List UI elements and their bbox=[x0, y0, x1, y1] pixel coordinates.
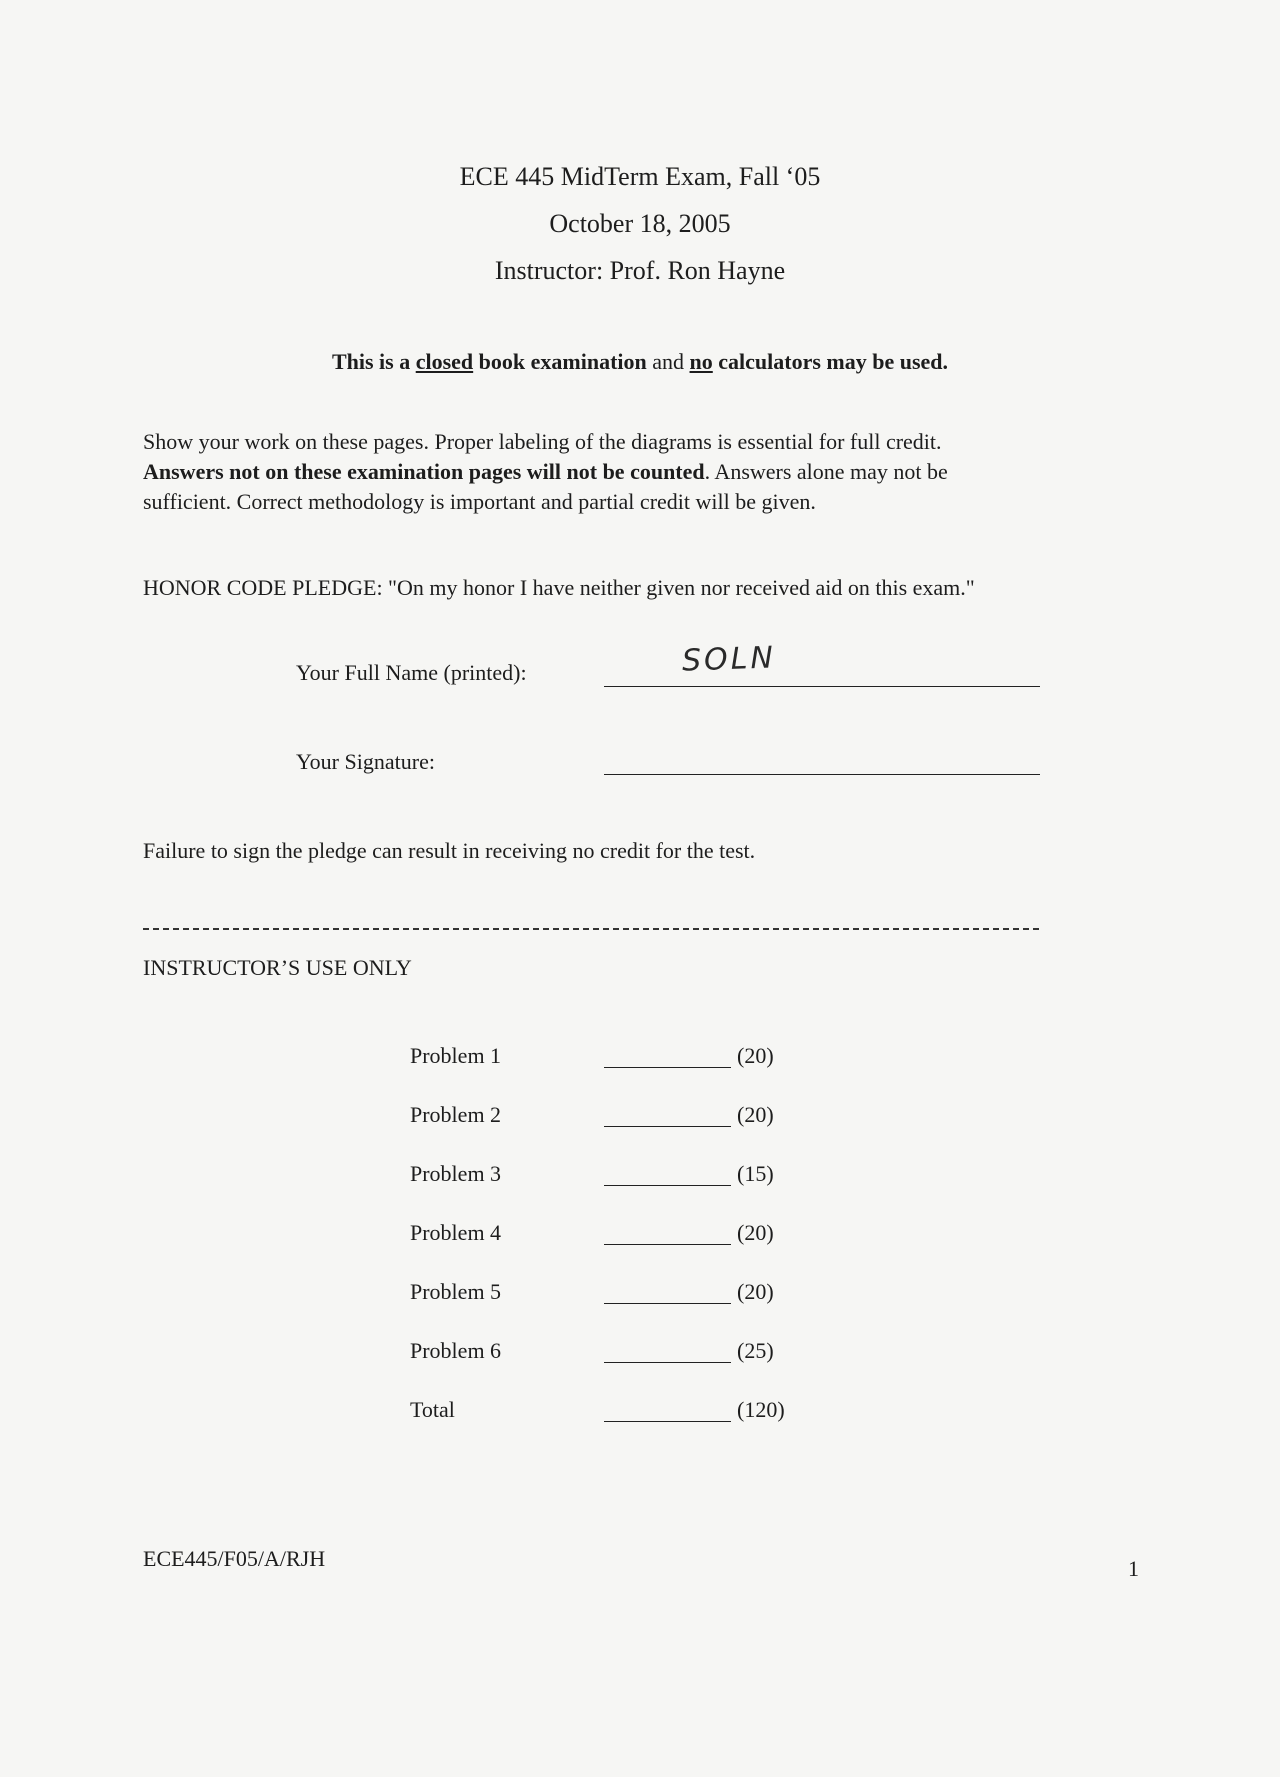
signature-label: Your Signature: bbox=[296, 749, 435, 774]
exam-date: October 18, 2005 bbox=[549, 209, 731, 238]
score-points: (20) bbox=[737, 1102, 774, 1127]
score-label: Problem 1 bbox=[410, 1043, 502, 1068]
score-points: (20) bbox=[737, 1279, 774, 1304]
name-field[interactable] bbox=[604, 686, 1040, 687]
instructions-paragraph bbox=[143, 427, 1123, 517]
score-points: (15) bbox=[737, 1161, 774, 1186]
score-points: (120) bbox=[737, 1397, 785, 1422]
page-number: 1 bbox=[1128, 1556, 1139, 1581]
score-label: Total bbox=[410, 1397, 455, 1422]
score-row bbox=[410, 1161, 810, 1191]
notice-part2: book examination bbox=[473, 349, 647, 374]
instructions-bold: Answers not on these examination pages will not be counted bbox=[143, 459, 705, 484]
score-label: Problem 6 bbox=[410, 1338, 502, 1363]
signature-field[interactable] bbox=[604, 774, 1040, 775]
score-blank[interactable] bbox=[604, 1067, 731, 1068]
score-points: (20) bbox=[737, 1220, 774, 1245]
score-blank[interactable] bbox=[604, 1362, 731, 1363]
score-blank[interactable] bbox=[604, 1421, 731, 1422]
instructions-line3: sufficient. Correct methodology is important and partial credit will be given. bbox=[143, 489, 816, 514]
notice-part3: and bbox=[646, 349, 690, 374]
instructions-line2: . Answers alone may not be bbox=[704, 459, 948, 484]
score-label: Problem 3 bbox=[410, 1161, 502, 1186]
instructor-use-heading: INSTRUCTOR’S USE ONLY bbox=[143, 955, 412, 980]
score-blank[interactable] bbox=[604, 1126, 731, 1127]
score-points: (25) bbox=[737, 1338, 774, 1363]
notice-part1: This is a bbox=[331, 349, 416, 374]
honor-pledge: HONOR CODE PLEDGE: "On my honor I have neither given nor received aid on this exam." bbox=[143, 575, 975, 600]
score-row-total bbox=[410, 1397, 810, 1427]
score-label: Problem 2 bbox=[410, 1102, 502, 1127]
score-blank[interactable] bbox=[604, 1185, 731, 1186]
score-row bbox=[410, 1043, 810, 1073]
pledge-warning: Failure to sign the pledge can result in receiving no credit for the test. bbox=[143, 838, 756, 863]
instructions-line1: Show your work on these pages. Proper labeling of the diagrams is essential for full credit. bbox=[143, 429, 942, 454]
score-row bbox=[410, 1220, 810, 1250]
notice-no: no bbox=[689, 349, 713, 374]
score-blank[interactable] bbox=[604, 1244, 731, 1245]
score-label: Problem 5 bbox=[410, 1279, 502, 1304]
score-label: Problem 4 bbox=[410, 1220, 502, 1245]
divider bbox=[143, 928, 1039, 930]
name-label: Your Full Name (printed): bbox=[296, 660, 527, 685]
score-row bbox=[410, 1102, 810, 1132]
score-row bbox=[410, 1338, 810, 1368]
footer-code: ECE445/F05/A/RJH bbox=[143, 1546, 326, 1571]
notice-part4: calculators may be used. bbox=[712, 349, 949, 374]
score-row bbox=[410, 1279, 810, 1309]
exam-notice bbox=[0, 349, 1280, 375]
exam-instructor: Instructor: Prof. Ron Hayne bbox=[494, 256, 786, 285]
exam-title: ECE 445 MidTerm Exam, Fall ‘05 bbox=[459, 162, 821, 191]
name-value: SOLN bbox=[681, 640, 777, 679]
score-blank[interactable] bbox=[604, 1303, 731, 1304]
score-points: (20) bbox=[737, 1043, 774, 1068]
notice-closed: closed bbox=[415, 349, 474, 374]
